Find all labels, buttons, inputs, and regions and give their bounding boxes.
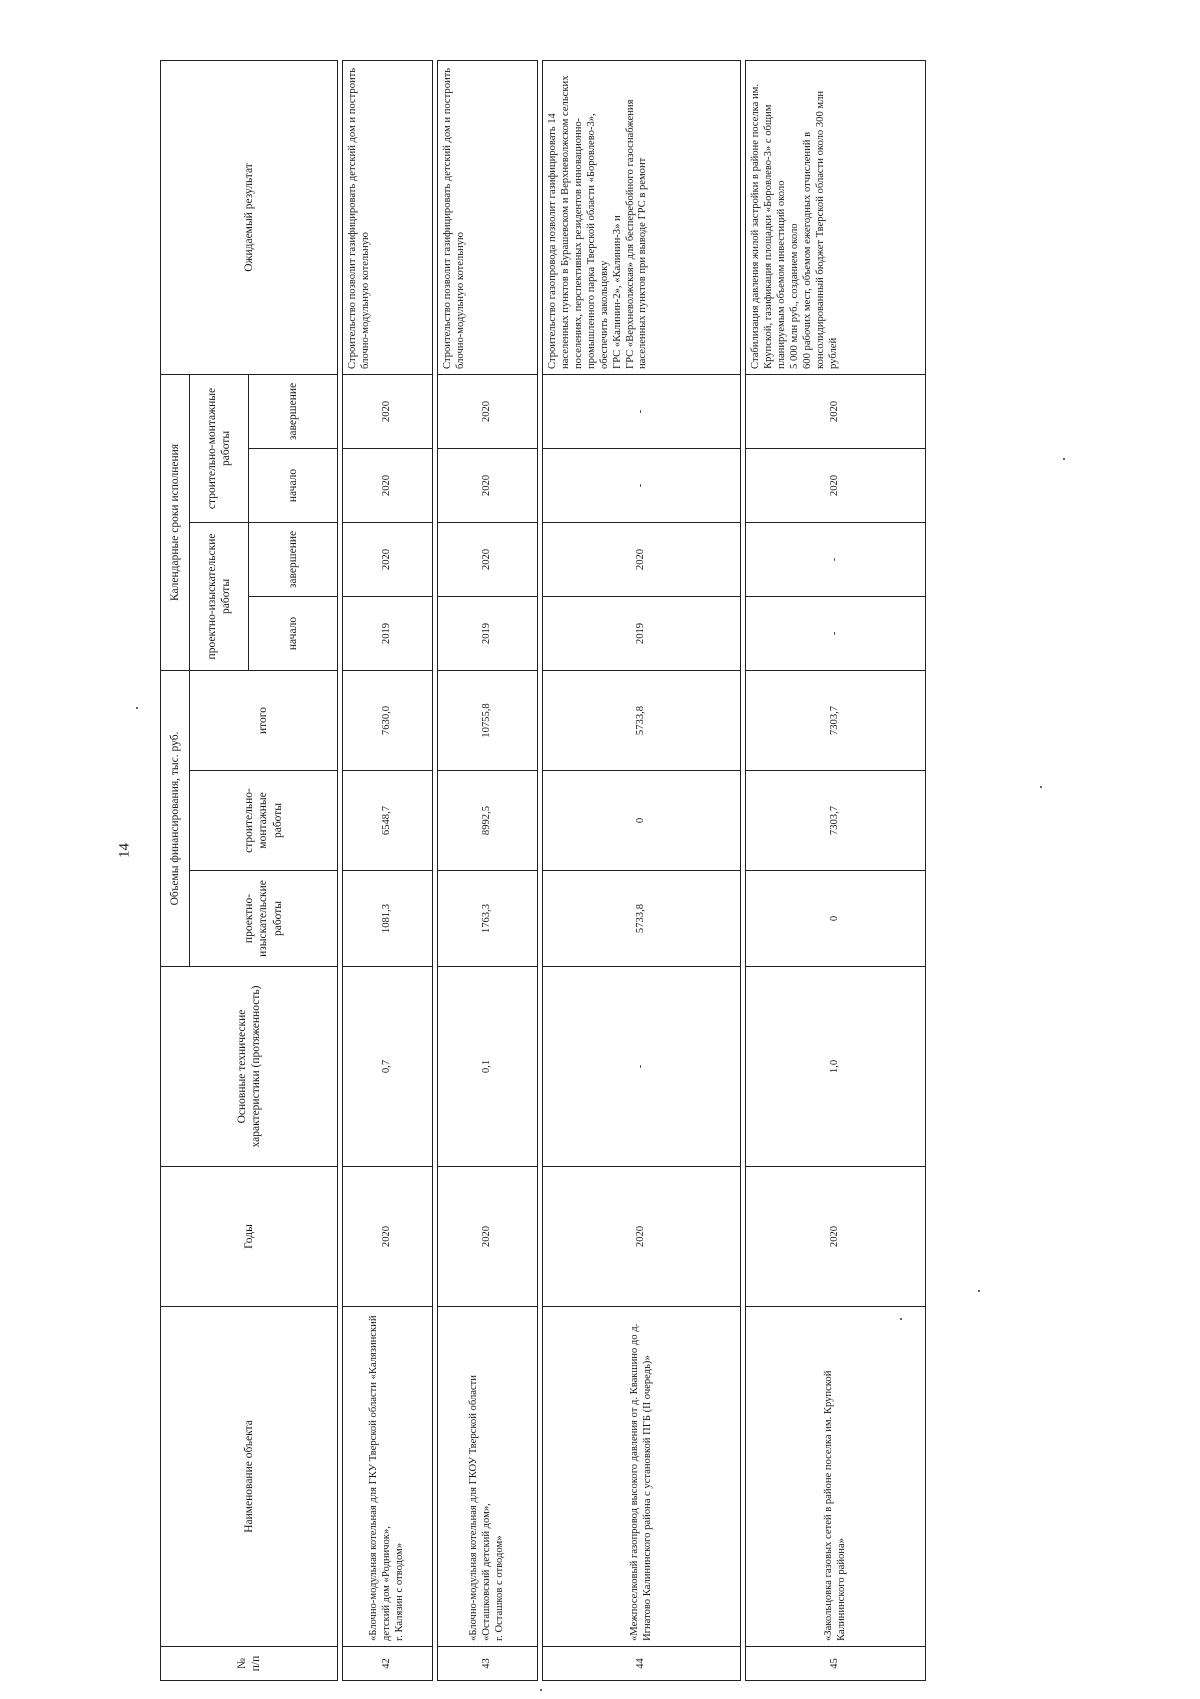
row-design-cost: 0: [746, 871, 926, 967]
header-funding-construction: строительно-монтажные работы: [190, 771, 338, 871]
row-result: Стабилизация давления жилой застройки в районе поселка им. Крупской, газификация площадки «Боровлево-3» с общим планируемым объемом инвестиций около 5 000 млн руб., созданием около 600 рабочих мест, объемом ежегодных отчислений в консолидированный бюджет Тверской области около 300 млн рублей: [746, 60, 926, 374]
header-constr-start: начало: [249, 448, 338, 522]
row-design-start: -: [746, 596, 926, 670]
row-design-cost: 5733,8: [543, 871, 741, 967]
scan-speck: [1040, 786, 1042, 788]
header-funding-total: итого: [190, 670, 338, 770]
row-num: 45: [746, 1647, 926, 1681]
row-construction-cost: 0: [543, 771, 741, 871]
scan-speck: [1063, 458, 1065, 460]
rotated-table-page: [160, 0, 1030, 1681]
row-design-start: 2019: [543, 596, 741, 670]
row-construction-cost: 8992,5: [438, 771, 538, 871]
row-result: Строительство позволит газифицировать детский дом и построить блочно-модульную котельную: [343, 60, 433, 374]
header-num-text: № п/п: [235, 1655, 262, 1672]
row-name: «Межпоселковый газопровод высокого давления от д. Квакшино до д. Игнатово Калининского района с установкой ПГБ (II очередь)»: [543, 1307, 741, 1647]
row-constr-end: -: [543, 374, 741, 448]
row-constr-start: 2020: [746, 448, 926, 522]
row-constr-start: -: [543, 448, 741, 522]
header-result: Ожидаемый результат: [161, 60, 338, 374]
header-name: Наименование объекта: [161, 1307, 338, 1647]
row-total-cost: 10755,8: [438, 670, 538, 770]
header-funding-design: проектно-изыскательские работы: [190, 871, 338, 967]
row-num: 42: [343, 1647, 433, 1681]
table-row: [543, 60, 741, 1680]
row-total-cost: 7630,0: [343, 670, 433, 770]
header-schedule-design: проектно-изыскательские работы: [190, 522, 249, 670]
row-name: «Блочно-модульная котельная для ГКОУ Тверской области «Осташковский детский дом», г. Осташков с отводом»: [438, 1307, 538, 1647]
table-row: [343, 60, 433, 1680]
header-specs: Основные технические характеристики (протяженность): [161, 967, 338, 1167]
row-constr-start: 2020: [438, 448, 538, 522]
header-design-end: завершение: [249, 522, 338, 596]
row-name: «Закольцовка газовых сетей в районе поселка им. Крупской Калининского района»: [746, 1307, 926, 1647]
row-specs: 0,1: [438, 967, 538, 1167]
row-design-start: 2019: [343, 596, 433, 670]
row-construction-cost: 6548,7: [343, 771, 433, 871]
row-num: 43: [438, 1647, 538, 1681]
row-specs: -: [543, 967, 741, 1167]
row-design-end: 2020: [543, 522, 741, 596]
row-design-end: 2020: [343, 522, 433, 596]
scan-speck: [136, 707, 138, 709]
row-construction-cost: 7303,7: [746, 771, 926, 871]
row-design-end: 2020: [438, 522, 538, 596]
row-design-cost: 1763,3: [438, 871, 538, 967]
row-specs: 1,0: [746, 967, 926, 1167]
scan-speck: [540, 1689, 542, 1691]
row-constr-end: 2020: [343, 374, 433, 448]
header-years: Годы: [161, 1167, 338, 1307]
row-design-start: 2019: [438, 596, 538, 670]
row-constr-end: 2020: [746, 374, 926, 448]
header-schedule: Календарные сроки исполнения: [161, 374, 190, 670]
row-result: Строительство позволит газифицировать детский дом и построить блочно-модульную котельную: [438, 60, 538, 374]
page-number: 14: [116, 843, 133, 858]
row-total-cost: 7303,7: [746, 670, 926, 770]
row-constr-end: 2020: [438, 374, 538, 448]
header-funding: Объемы финансирования, тыс. руб.: [161, 670, 190, 966]
row-name: «Блочно-модульная котельная для ГКУ Тверской области «Калязинский детский дом «Родничок», г. Калязин с отводом»: [343, 1307, 433, 1647]
row-years: 2020: [543, 1167, 741, 1307]
table-row: [746, 60, 926, 1680]
row-constr-start: 2020: [343, 448, 433, 522]
header-design-start: начало: [249, 596, 338, 670]
row-design-end: -: [746, 522, 926, 596]
row-years: 2020: [438, 1167, 538, 1307]
row-result: Строительство газопровода позволит газифицировать 14 населенных пунктов в Бурашевском и Верхневолжском сельских поселениях, перспективных резидентов инновационно-промышленного парка Тверской области «Боровлево-3», обеспечить закольцовку ГРС «Калинин-2», «Калинин-3» и ГРС «Верхневолжская» для бесперебойного газоснабжения населенных пунктов при выводе ГРС в ремонт: [543, 60, 741, 374]
header-constr-end: завершение: [249, 374, 338, 448]
header-num: [161, 1647, 338, 1681]
row-total-cost: 5733,8: [543, 670, 741, 770]
row-design-cost: 1081,3: [343, 871, 433, 967]
header-schedule-construction: строительно-монтажные работы: [190, 374, 249, 522]
row-num: 44: [543, 1647, 741, 1681]
row-years: 2020: [343, 1167, 433, 1307]
row-years: 2020: [746, 1167, 926, 1307]
row-specs: 0,7: [343, 967, 433, 1167]
table-row: [438, 60, 538, 1680]
objects-table: [160, 60, 926, 1681]
